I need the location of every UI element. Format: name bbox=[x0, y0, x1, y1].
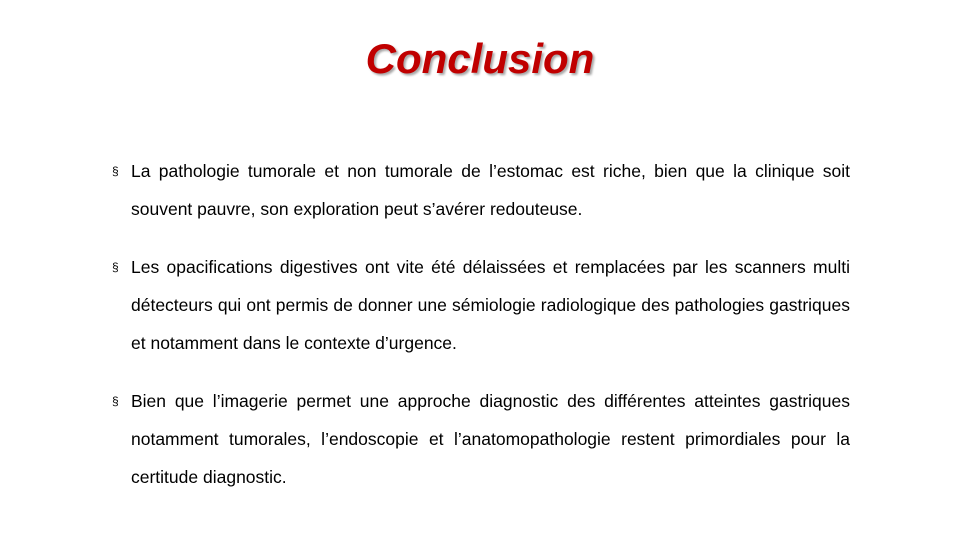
bullet-marker-icon: § bbox=[112, 260, 119, 274]
bullet-item bbox=[112, 248, 850, 362]
slide-title: Conclusion bbox=[365, 35, 595, 82]
bullet-item bbox=[112, 382, 850, 496]
bullet-marker-icon: § bbox=[112, 394, 119, 408]
bullet-text: Bien que l’imagerie permet une approche diagnostic des différentes atteintes gastriques notamment tumorales, l’endoscopie et l’anatomopathologie restent primordiales pour la certitude diagnostic. bbox=[131, 391, 850, 487]
bullet-text: La pathologie tumorale et non tumorale de l’estomac est riche, bien que la clinique soit souvent pauvre, son exploration peut s’avérer redouteuse. bbox=[131, 161, 850, 219]
bullet-list bbox=[112, 152, 850, 516]
bullet-item bbox=[112, 152, 850, 228]
bullet-marker-icon: § bbox=[112, 164, 119, 178]
bullet-text: Les opacifications digestives ont vite été délaissées et remplacées par les scanners multi détecteurs qui ont permis de donner une sémiologie radiologique des pathologies gastriques et notamment dans le contexte d’urgence. bbox=[131, 257, 850, 353]
